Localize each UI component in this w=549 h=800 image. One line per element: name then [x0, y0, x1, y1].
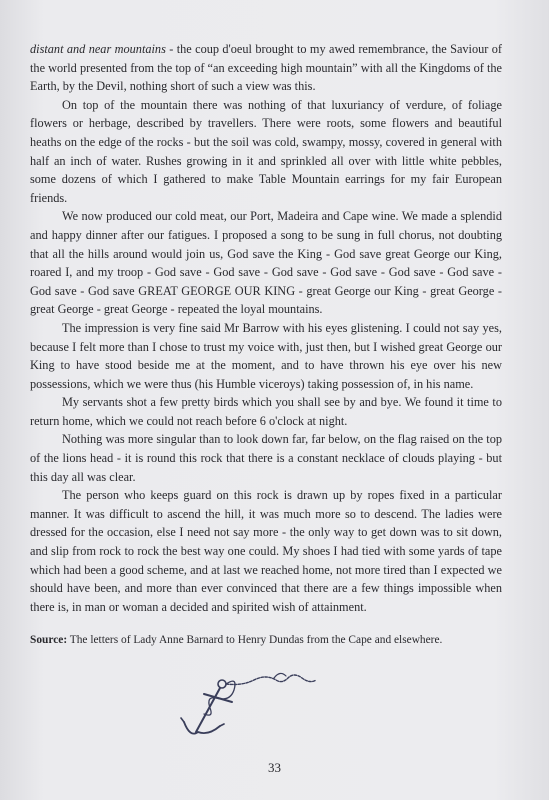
anchor-with-rope-icon — [180, 668, 320, 740]
source-label: Source: — [30, 634, 68, 646]
paragraph-3: We now produced our cold meat, our Port, Madeira and Cape wine. We made a splendid and happy dinner after our fatigues. I proposed a song to be sung in full chorus, not doubting that all the hills around would join us, God save the King - God save great George our King, roared I, and my troop - God save - God save - God save - God save - God save - God save - God save - God save GREAT GEORGE OUR KING - great George our King - great George - great George - great George - repeated the loyal mountains. — [30, 209, 502, 317]
paragraph-7: The person who keeps guard on this rock is drawn up by ropes fixed in a particular manner. It was difficult to ascend the hill, it was much more so to descend. The ladies were dressed for the occasion, else I need not say more - the only way to get down was to sit down, and slip from rock to rock the best way one could. My shoes I had tied with some yards of tape which had been a good scheme, and at last we reached home, not more tired than I expected we should have been, and more than ever convinced that there are a few things impossible when there is, in man or woman a decided and spirited wish of attainment. — [30, 488, 502, 614]
paragraph-1-text: - the coup d'oeul brought to my awed remembrance, the Saviour of the world presented from the top of “an exceeding high mountain” with all the Kingdoms of the Earth, by the Devil, nothing short of such a view was this. — [30, 42, 502, 94]
paragraph-2: On top of the mountain there was nothing of that luxuriancy of verdure, of foliage flowers or herbage, described by travellers. There were roots, some flowers and beautiful heaths on the edge of the rocks - but the soil was cold, swampy, mossy, covered in general with half an inch of water. Rushes growing in it and sprinkled all over with little white pebbles, some dozens of which I gathered to make Table Mountain earrings for my fair European friends. — [30, 97, 502, 205]
paragraph-1 — [30, 40, 502, 96]
body-text — [30, 40, 502, 616]
page-number: 33 — [268, 760, 281, 775]
paragraph-5: My servants shot a few pretty birds which you shall see by and bye. We found it time to return home, which we could not reach before 6 o'clock at night. — [30, 395, 502, 428]
source-text: The letters of Lady Anne Barnard to Henry Dundas from the Cape and elsewhere. — [67, 634, 443, 646]
paragraph-6: Nothing was more singular than to look down far, far below, on the flag raised on the top of the lions head - it is round this rock that there is a constant necklace of clouds playing - but this day all was clear. — [30, 432, 502, 484]
italic-lead-phrase: distant and near mountains — [30, 42, 166, 56]
source-citation — [30, 632, 510, 648]
paragraph-4: The impression is very fine said Mr Barrow with his eyes glistening. I could not say yes, because I felt more than I chose to trust my voice with, just then, but I wished great George our King to have stood beside me at the moment, and to have thrown his eye over his new possessions, which we were thus (his Humble viceroys) taking possession of, in his name. — [30, 320, 502, 391]
